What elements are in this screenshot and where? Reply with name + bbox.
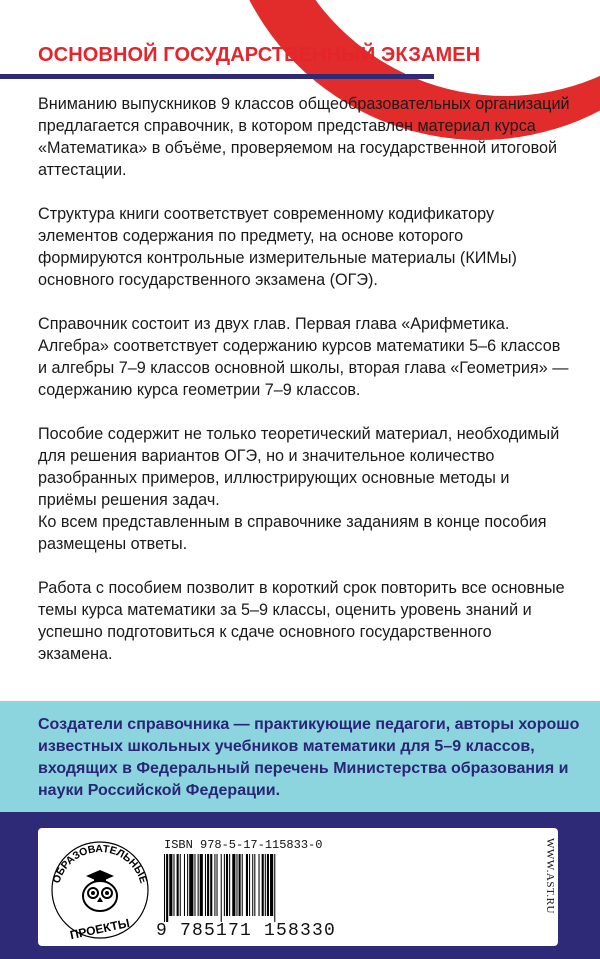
barcode-bar xyxy=(242,854,243,916)
series-title: ОСНОВНОЙ ГОСУДАРСТВЕННЫЙ ЭКЗАМЕН xyxy=(38,44,481,66)
barcode-bar xyxy=(164,854,165,922)
series-underline xyxy=(0,74,434,79)
barcode-digits: 9 785171 158330 xyxy=(156,921,337,941)
barcode-bar xyxy=(236,854,237,916)
publisher-website: WWW.AST.RU xyxy=(544,838,556,914)
barcode-bar xyxy=(249,854,250,916)
barcode-bar xyxy=(207,854,209,916)
barcode-bar xyxy=(217,854,218,916)
logo-top-text: ОБРАЗОВАТЕЛЬНЫЕ xyxy=(50,842,150,885)
barcode-bar xyxy=(259,854,260,916)
barcode-bar xyxy=(232,854,235,916)
paragraph-chapters: Справочник состоит из двух глав. Первая глава «Арифметика. Алгебра» соответствует содержанию курсов математики 5–6 классов и алгебры 7–9 классов основной школы, вторая глава «Геометрия» — содержанию курса геометрии 7–9 классов. xyxy=(38,315,569,399)
barcode-bar xyxy=(265,854,266,916)
barcode-bar xyxy=(226,854,228,916)
creators-note: Создатели справочника — практикующие педагоги, авторы хорошо известных школьных учебников математики для 5–9 классов, входящих в Федеральный перечень Министерства образования и науки Российской Федерации. xyxy=(38,716,580,799)
barcode-bar xyxy=(184,854,185,916)
barcode-bar xyxy=(229,854,230,916)
description-text xyxy=(38,93,570,687)
barcode-bar xyxy=(262,854,264,916)
barcode-bar xyxy=(224,854,225,916)
barcode-bar xyxy=(187,854,188,916)
barcode-bar xyxy=(221,854,222,922)
barcode xyxy=(164,854,336,922)
barcode-bar xyxy=(173,854,174,916)
barcode-bar xyxy=(177,854,179,916)
barcode-bar xyxy=(180,854,181,916)
barcode-bar xyxy=(239,854,241,916)
paragraph-benefit: Работа с пособием позволит в короткий срок повторить все основные темы курса математики за 5–9 классы, оценить уровень знаний и успешно подготовиться к сдаче основного государственного экзамена. xyxy=(38,579,565,663)
barcode-bar xyxy=(267,854,269,916)
logo-bottom-text: ПРОЕКТЫ xyxy=(68,915,131,942)
barcode-bar xyxy=(246,854,248,916)
barcode-bar xyxy=(210,854,212,916)
barcode-bar xyxy=(198,854,199,916)
barcode-bar xyxy=(254,854,255,916)
barcode-bar xyxy=(189,854,193,916)
barcode-bar xyxy=(194,854,195,916)
barcode-bar xyxy=(166,854,168,922)
barcode-panel xyxy=(38,828,558,946)
publisher-logo xyxy=(44,832,156,942)
owl-mascot-icon xyxy=(83,870,117,911)
barcode-bar xyxy=(214,854,215,916)
barcode-bar xyxy=(274,854,275,922)
barcode-bar xyxy=(169,854,172,916)
barcode-bar xyxy=(252,854,253,916)
footer xyxy=(0,812,600,959)
paragraph-content: Пособие содержит не только теоретический материал, необходимый для решения вариантов ОГЭ, но и значительное количество разобранных примеров, иллюстрирующих основные методы и приёмы решения задач. xyxy=(38,425,560,509)
barcode-bar xyxy=(270,854,273,916)
paragraph-answers: Ко всем представленным в справочнике заданиям в конце пособия размещены ответы. xyxy=(38,513,547,553)
barcode-bar xyxy=(200,854,203,916)
isbn-label: ISBN 978-5-17-115833-0 xyxy=(164,838,323,852)
creators-box xyxy=(0,701,600,812)
barcode-bar xyxy=(205,854,206,916)
series-header xyxy=(0,34,481,82)
paragraph-structure: Структура книги соответствует современному кодификатору элементов содержания по предмету, на основе которого формируются контрольные измерительные материалы (КИМы) основного государственного экзамена (ОГЭ). xyxy=(38,205,517,289)
paragraph-intro: Вниманию выпускников 9 классов общеобразовательных организаций предлагается справочник, в котором представлен материал курса «Математика» в объёме, проверяемом на государственной итоговой аттестации. xyxy=(38,95,570,179)
